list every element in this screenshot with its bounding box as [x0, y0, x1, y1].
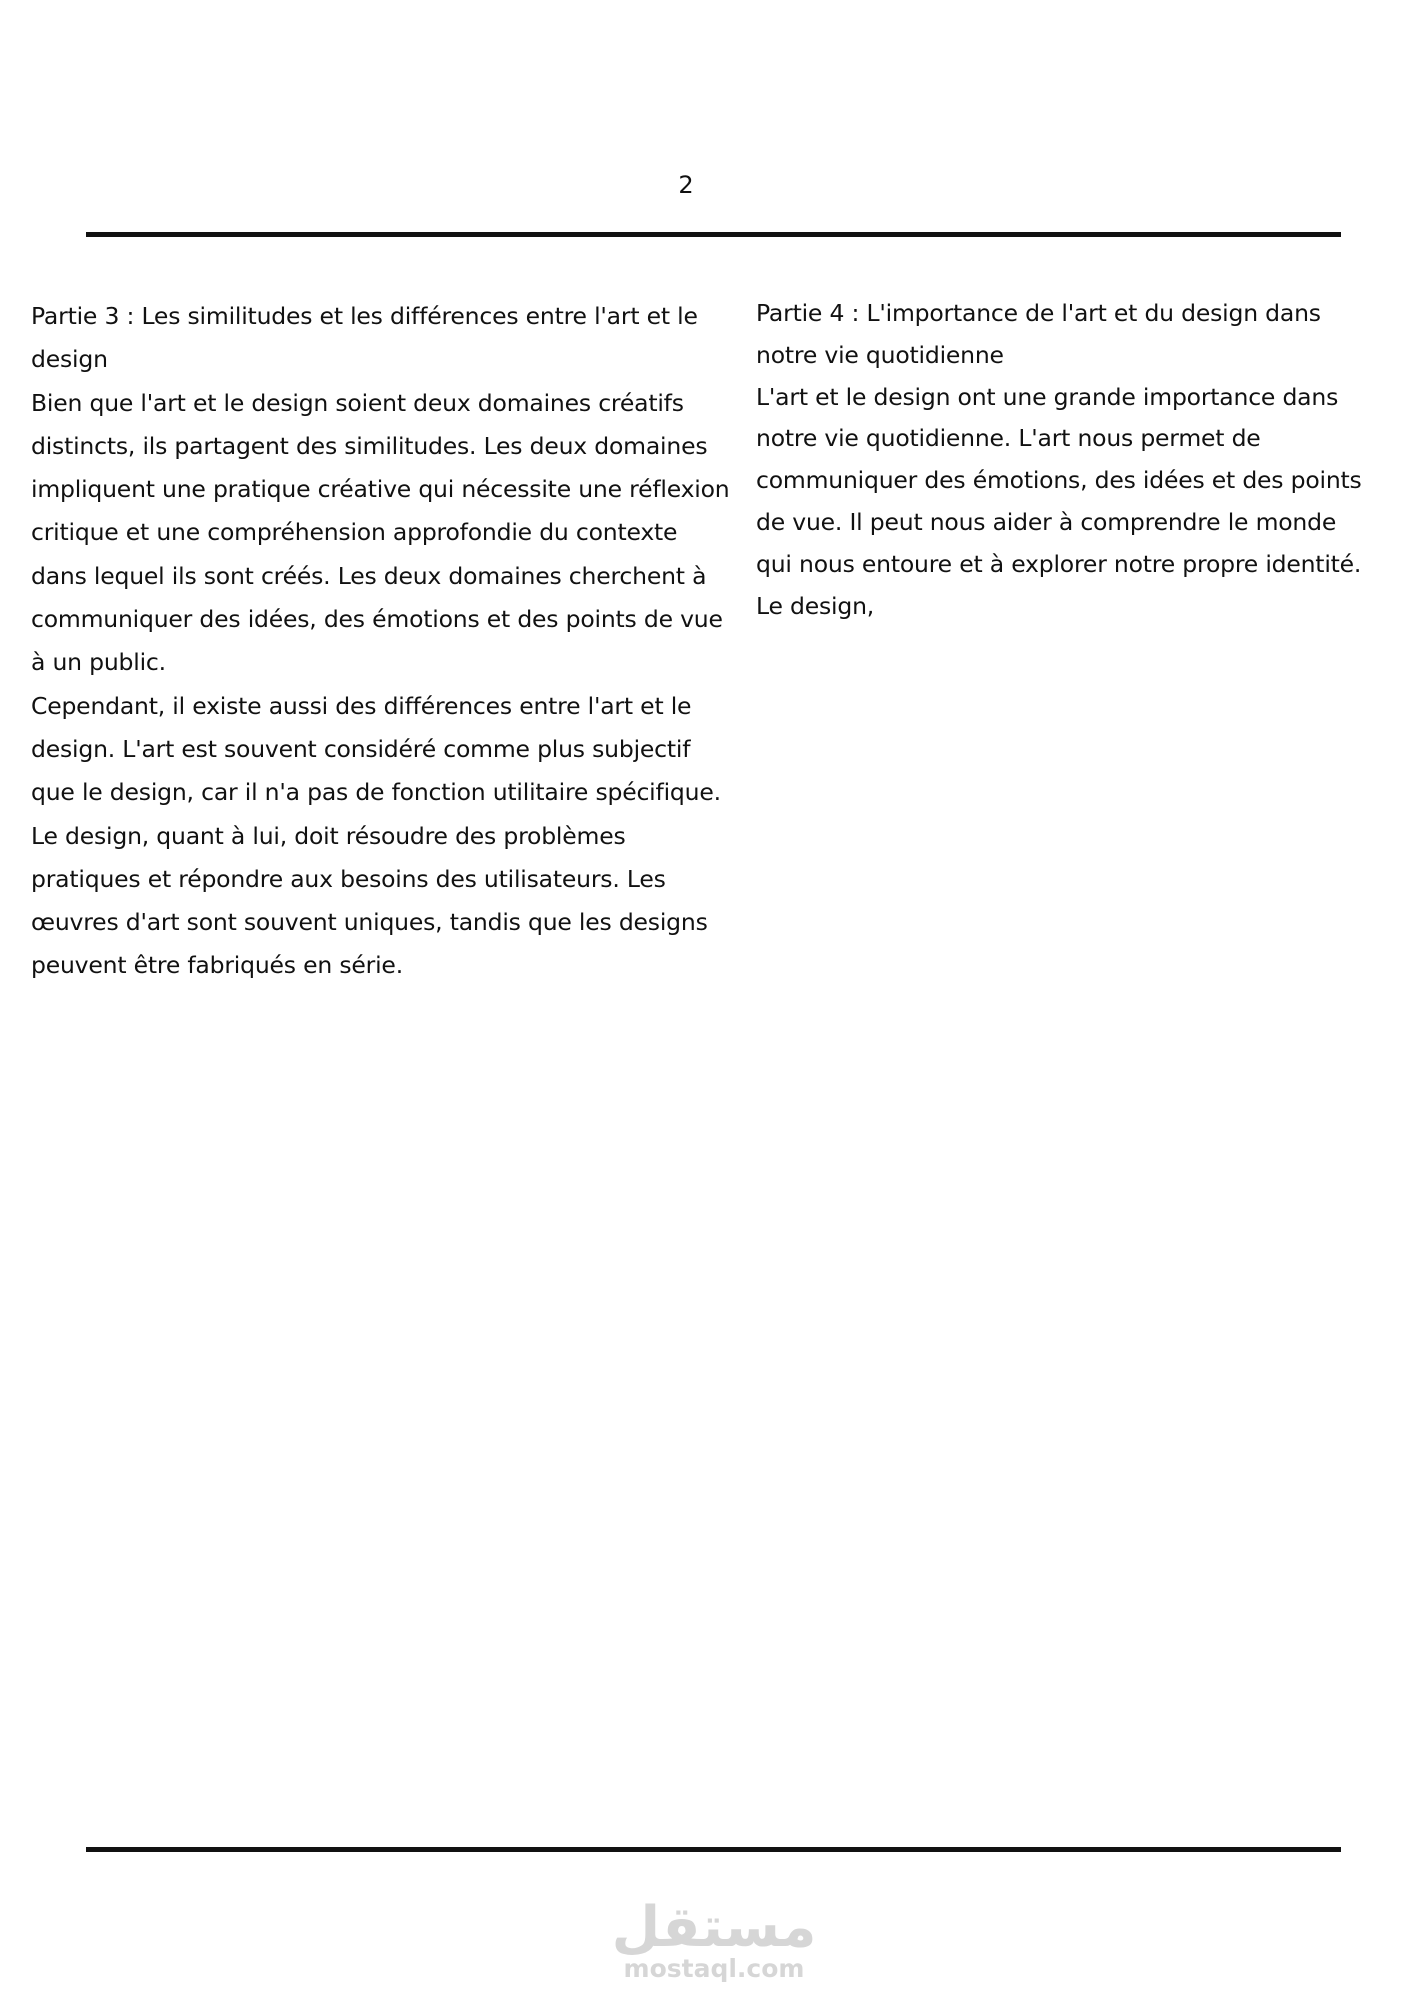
- footer-rule: [86, 1847, 1341, 1852]
- right-column: [756, 293, 1366, 627]
- paragraph: Cependant, il existe aussi des différences entre l'art et le design. L'art est souvent considéré comme plus subjectif que le design, car il n'a pas de fonction utilitaire spécifique. Le design, quant à lui, doit résoudre des problèmes pratiques et répondre aux besoins des utilisateurs. Les œuvres d'art sont souvent uniques, tandis que les designs peuvent être fabriqués en série.: [31, 691, 721, 980]
- watermark-logo: [0, 1895, 1414, 1984]
- page-number: 2: [678, 171, 694, 199]
- paragraph: L'art et le design ont une grande importance dans notre vie quotidienne. L'art nous permet de communiquer des émotions, des idées et des points de vue. Il peut nous aider à comprendre le monde qui nous entoure et à explorer notre propre identité. Le design,: [756, 382, 1362, 620]
- header-rule: [86, 232, 1341, 237]
- section-heading: Partie 4 : L'importance de l'art et du design dans notre vie quotidienne: [756, 299, 1321, 369]
- paragraph: Bien que l'art et le design soient deux domaines créatifs distincts, ils partagent des similitudes. Les deux domaines impliquent une pratique créative qui nécessite une réflexion critique et une compréhension approfondie du contexte dans lequel ils sont créés. Les deux domaines cherchent à communiquer des idées, des émotions et des points de vue à un public.: [31, 388, 730, 677]
- section-heading: Partie 3 : Les similitudes et les différences entre l'art et le design: [31, 302, 698, 374]
- left-column: [31, 295, 739, 988]
- watermark-latin: mostaql.com: [623, 1954, 805, 1983]
- watermark-arabic: مستقل: [611, 1895, 817, 1960]
